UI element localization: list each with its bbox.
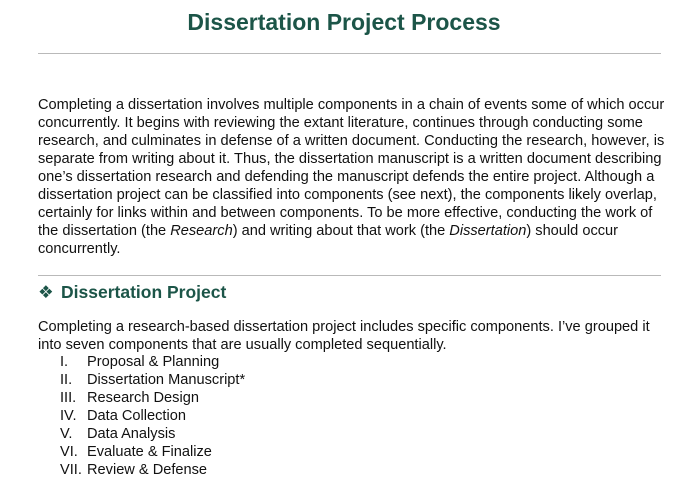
- list-item-label: Review & Defense: [87, 462, 208, 478]
- list-item-number: I.: [60, 354, 69, 370]
- list-item-label: Data Analysis: [87, 426, 176, 442]
- intro-text-3: ) should occur concurrently.: [38, 223, 619, 257]
- section-divider: [38, 275, 661, 276]
- list-item: [38, 443, 245, 461]
- intro-paragraph: [38, 96, 668, 258]
- list-item-number: IV.: [60, 408, 77, 424]
- intro-text-1: Completing a dissertation involves multiple components in a chain of events some of which occur concurrently. It begins with reviewing the extant literature, continues through conducting some research, and culminates in defense of a written document. Conducting the research, however, is separate from writing about it. Thus, the dissertation manuscript is a written document describing one’s dissertation research and defending the manuscript defends the entire project. Although a dissertation project can be classified into components (see next), the components likely overlap, certainly for links within and between components. To be more effective, conducting the work of the dissertation (the: [38, 97, 665, 239]
- list-item-number: II.: [60, 372, 73, 388]
- list-item-label: Dissertation Manuscript*: [87, 372, 246, 388]
- list-item-label: Research Design: [87, 390, 199, 406]
- list-item-number: VII.: [60, 462, 82, 478]
- list-item: [38, 425, 245, 443]
- section-heading-text: Dissertation Project: [61, 282, 227, 302]
- list-item: [38, 353, 245, 371]
- title-divider: [38, 53, 661, 54]
- dissertation-term: Dissertation: [449, 223, 527, 239]
- list-item-number: III.: [60, 390, 77, 406]
- list-item: [38, 371, 245, 389]
- intro-text-2: ) and writing about that work (the: [232, 223, 450, 239]
- list-item: [38, 389, 245, 407]
- diamond-bullet-icon: ❖: [38, 282, 54, 302]
- list-item-label: Evaluate & Finalize: [87, 444, 212, 460]
- page-title: Dissertation Project Process: [187, 9, 501, 35]
- list-item-label: Data Collection: [87, 408, 186, 424]
- list-item-number: V.: [60, 426, 73, 442]
- section-heading: [38, 281, 226, 303]
- list-item: [38, 407, 245, 425]
- list-item-label: Proposal & Planning: [87, 354, 220, 370]
- list-item-number: VI.: [60, 444, 78, 460]
- research-term: Research: [170, 223, 233, 239]
- list-item: [38, 461, 245, 479]
- components-list: [38, 353, 245, 479]
- section-paragraph: Completing a research-based dissertation project includes specific components. I’ve grouped it into seven components that are usually completed sequentially.: [38, 319, 650, 353]
